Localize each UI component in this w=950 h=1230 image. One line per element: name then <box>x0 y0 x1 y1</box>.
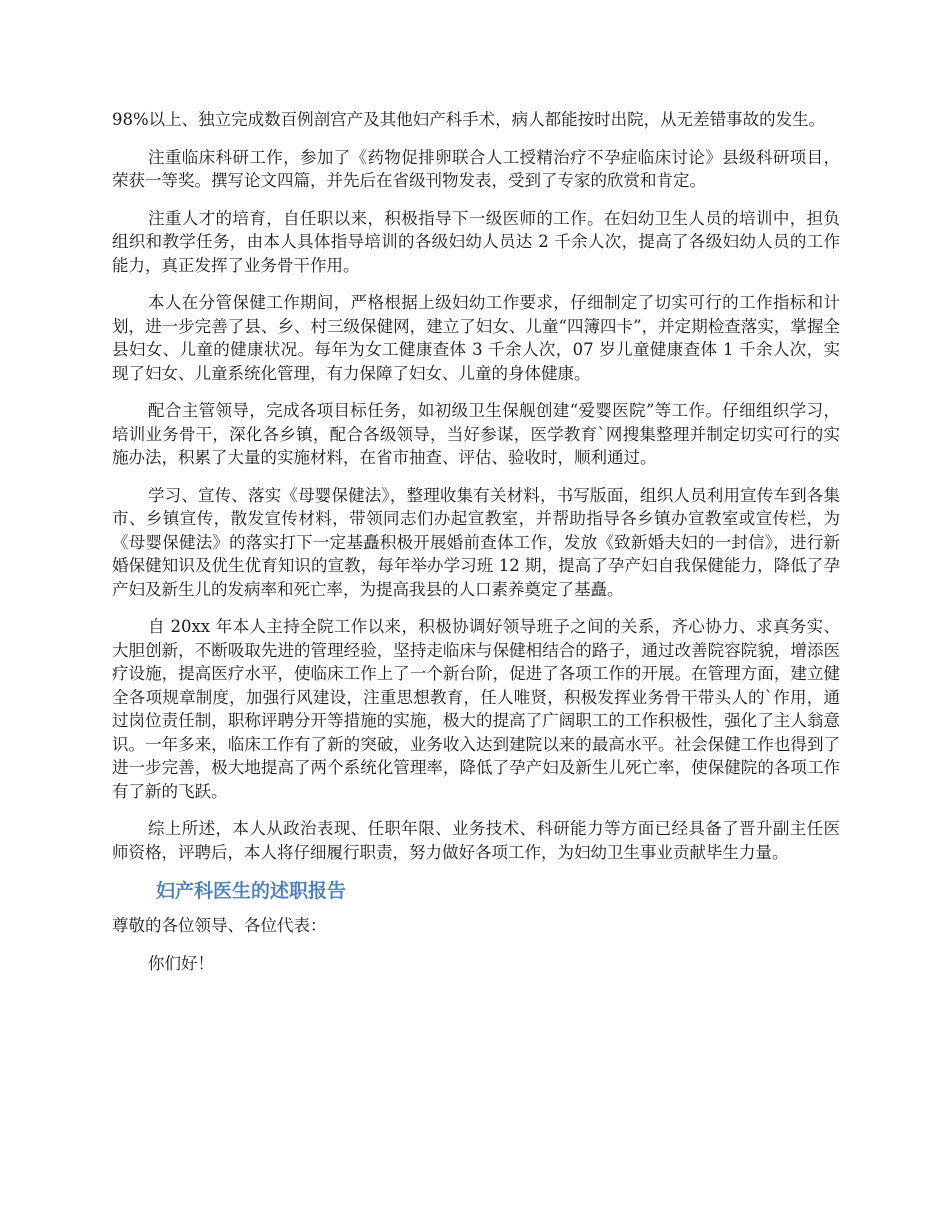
paragraph-training: 注重人才的培育，自任职以来，积极指导下一级医师的工作。在妇幼卫生人员的培训中，担负组织和教学任务，由本人具体指导培训的各级妇幼人员达 2 千余人次，提高了各级妇幼人员的工作能力，真正发挥了业务骨干作用。 <box>112 208 840 275</box>
greeting: 你们好！ <box>148 953 214 973</box>
paragraph-research: 注重临床科研工作，参加了《药物促排卵联合人工授精治疗不孕症临床讨论》县级科研项目，荣获一等奖。撰写论文四篇，并先后在省级刊物发表，受到了专家的欣赏和肯定。 <box>112 147 840 190</box>
document-page <box>112 108 840 989</box>
paragraph-health-care: 本人在分管保健工作期间，严格根据上级妇幼工作要求，仔细制定了切实可行的工作指标和计划，进一步完善了县、乡、村三级保健网，建立了妇女、儿童“四簿四卡”，并定期检查落实，掌握全县妇女、儿童的健康状况。每年为女工健康查体 3 千余人次，07 岁儿童健康查体 1 千余人次，实现了妇女、儿童系统化管理，有力保障了妇女、儿童的身体健康。 <box>112 293 840 383</box>
paragraph-targets: 配合主管领导，完成各项目标任务，如初级卫生保舰创建“爱婴医院”等工作。仔细组织学习，培训业务骨干，深化各乡镇，配合各级领导，当好参谋，医学教育`网搜集整理并制定切实可行的实施办法，积累了大量的实施材料，在省市抽查、评估、验收时，顺利通过。 <box>112 401 840 467</box>
paragraph-summary: 综上所述，本人从政治表现、任职年限、业务技术、科研能力等方面已经具备了晋升副主任医师资格，评聘后，本人将仔细履行职责，努力做好各项工作，为妇幼卫生事业贡献毕生力量。 <box>112 819 840 862</box>
paragraph-surgery-record: 98%以上、独立完成数百例剖宫产及其他妇产科手术，病人都能按时出院，从无差错事故的发生。 <box>112 110 826 129</box>
section-heading: 妇产科医生的述职报告 <box>156 880 347 902</box>
paragraph-management: 自 20xx 年本人主持全院工作以来，积极协调好领导班子之间的关系，齐心协力、求真务实、大胆创新，不断吸取先进的管理经验，坚持走临床与保健相结合的路子，通过改善院容院貌，增添医疗设施，提高医疗水平，使临床工作上了一个新台阶，促进了各项工作的开展。在管理方面，建立健全各项规章制度，加强行风建设，注重思想教育，任人唯贤，积极发挥业务骨干带头人的`作用，通过岗位责任制，职称评聘分开等措施的实施，极大的提高了广阔职工的工作积极性，强化了主人翁意识。一年多来，临床工作有了新的突破，业务收入达到建院以来的最高水平。社会保健工作也得到了进一步完善，极大地提高了两个系统化管理率，降低了孕产妇及新生儿死亡率，使保健院的各项工作有了新的飞跃。 <box>112 617 840 801</box>
salutation: 尊敬的各位领导、各位代表： <box>112 916 327 935</box>
paragraph-maternal-law: 学习、宣传、落实《母婴保健法》，整理收集有关材料，书写版面，组织人员利用宣传车到各集市、乡镇宣传，散发宣传材料，带领同志们办起宣教室，并帮助指导各乡镇办宣教室或宣传栏，为《母婴保健法》的落实打下一定基矗积极开展婚前查体工作，发放《致新婚夫妇的一封信》，进行新婚保健知识及优生优育知识的宣教，每年举办学习班 12 期，提高了孕产妇自我保健能力，降低了孕产妇及新生儿的发病率和死亡率，为提高我县的人口素养奠定了基矗。 <box>112 485 840 599</box>
